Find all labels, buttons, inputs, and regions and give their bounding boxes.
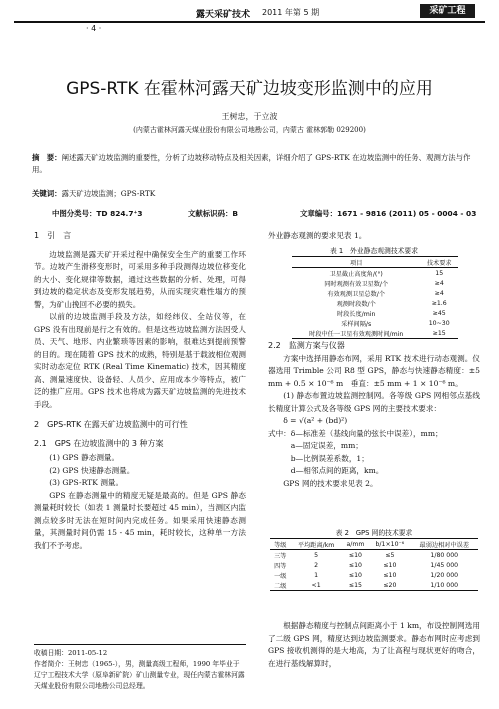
table-cell: 时段中任一卫星有效观测时间/min [292, 328, 420, 339]
table-row [292, 318, 458, 328]
table-row [292, 278, 458, 288]
table-cell: ≤20 [369, 580, 410, 591]
table-cell: 1/20 000 [430, 571, 459, 579]
right-column-body [268, 340, 480, 490]
column-header: 等级 [270, 539, 291, 550]
issue-label: 2011 年第 5 期 [262, 8, 320, 17]
affiliation: (内蒙古霍林河露天煤业股份有限公司地勘公司，内蒙古 霍林郭勒 029200) [133, 126, 366, 134]
column-header: 最弱边相对中误差 [411, 539, 478, 550]
article-title: GPS-RTK 在霍林河露天矿边坡变形监测中的应用 [66, 79, 433, 99]
table-cell: ≤5 [385, 551, 395, 559]
table-cell: ≥4 [434, 289, 444, 297]
definition: a—固定误差，mm； [290, 441, 363, 450]
table-cell: 5 [314, 551, 319, 559]
intro-line: 外业静态观测的要求见表 1。 [268, 231, 367, 240]
keywords-text: 露天矿边坡监测；GPS-RTK [61, 189, 156, 198]
table-cell: 1/45 000 [430, 561, 459, 569]
paragraph: 方案中选择用静态布网，采用 RTK 技术进行动态观测。仪器选用 Trimble 公司 R8 型 GPS，静态与快速静态精度：±5 mm + 0.5 × 10⁻⁶ m 垂直：±5 mm + 1 × 10⁻⁶ m。 [268, 353, 480, 388]
definition: d—相邻点间的距离，km。 [290, 466, 384, 475]
table-cell: 1/80 000 [430, 551, 459, 559]
table-cell: 观测时段数/个 [336, 300, 376, 308]
list-item: (3) GPS-RTK 测量。 [49, 478, 124, 487]
header-rule [14, 21, 485, 23]
table-cell: 采样间隔/s [341, 320, 372, 328]
table-cell: 10~30 [428, 319, 450, 327]
table-cell: 1 [314, 571, 319, 579]
table-cell: 三等 [274, 552, 287, 560]
formula: δ = √(a² + (bd)²) [283, 416, 348, 425]
table-cell: 一级 [274, 572, 287, 580]
keywords [32, 188, 482, 200]
list-item: (2) GPS 快速静态测量。 [49, 465, 135, 475]
received-date: 收稿日期：2011-05-12 [34, 649, 108, 657]
keywords-label: 关键词： [32, 189, 62, 198]
table-row [292, 308, 458, 318]
list-item: (1) GPS 静态测量。 [49, 453, 120, 462]
paragraph: 以前的边坡监测手段及方法，如经纬仪、全站仪等，在 GPS 没有出现前是行之有效的。但是这些边坡监测方法因受人员、天气、地形、内业繁琐等因素的影响，很难达到提前预警的目的。现在随着 GPS 技术的成熟，特别是基于载波相位观测实时动态定位 RTK (Real Time Kinematic) 技术，因其精度高、测量速度快、设备轻、人员少、应用成本少等特点，被广泛的推广应用。GPS 技术也将成为露天矿边坡监测的先进技术手段。 [34, 312, 246, 409]
column-header: b/1×10⁻⁶ [369, 539, 410, 550]
table-cell: ≤10 [383, 561, 397, 569]
column-badge: 采矿工程 [420, 4, 475, 18]
table-caption: 表 1 外业静态观测技术要求 [329, 247, 419, 255]
table-row [270, 580, 478, 591]
table-row [292, 268, 458, 279]
table-row [270, 560, 478, 570]
article-number: 文章编号：1671 - 9816 (2011) 05 - 0004 - 03 [300, 209, 477, 218]
section-heading: 2 GPS-RTK 在露天矿边坡监测中的可行性 [34, 420, 188, 429]
table-cell: ≤10 [348, 561, 362, 569]
section-heading: 1 引 言 [34, 231, 72, 240]
table-cell: ≥45 [432, 309, 446, 317]
table-row [292, 328, 458, 339]
table-cell: 有效观测卫星总数/个 [327, 290, 386, 298]
table-cell: ≤10 [348, 571, 362, 579]
column-header: a/mm [342, 539, 370, 550]
paragraph: 边坡监测是露天矿开采过程中确保安全生产的重要工作环节。边坡产生滑移变形时，可采用多种手段测得边坡位移变化的大小、变化规律等数据，通过这些数据的分析、处理，可得到边坡的稳定状态及变形发展趋势，从而实现灾难性塌方的预警，为矿山挽回不必要的损失。 [34, 249, 246, 309]
table-cell: 2 [314, 561, 319, 569]
table-cell: ≤10 [383, 571, 397, 579]
table-header-row [270, 539, 478, 550]
abstract-text: 阐述露天矿边坡监测的重要性，分析了边坡移动特点及相关因素，详细介绍了 GPS-RTK 在边坡监测中的任务、观测方法与作用。 [32, 153, 471, 174]
table-cell: ≥4 [434, 279, 444, 287]
table-cell: ≥1.6 [431, 299, 447, 307]
running-header [0, 0, 499, 40]
clc-number: 中图分类号：TD 824.7⁺3 [52, 209, 143, 218]
paragraph: GPS 网的技术要求见表 2。 [283, 478, 378, 488]
column-header: 平均距离/km [291, 539, 342, 550]
table-cell: ≤15 [342, 580, 370, 591]
paragraph: 式中：δ—标准差（基线向量的弦长中误差），mm； [268, 428, 443, 438]
subsection-heading: 2.1 GPS 在边坡监测中的 3 种方案 [34, 438, 164, 448]
table-1 [292, 256, 458, 339]
abstract-label: 摘 要： [32, 153, 62, 162]
column-header: 技术要求 [420, 257, 458, 268]
table-row [270, 550, 478, 561]
journal-name: 露天采矿技术 [196, 10, 251, 20]
footnote [34, 644, 246, 692]
table-cell: 时段长度/min [336, 310, 376, 318]
table-caption: 表 2 GPS 网的技术要求 [335, 529, 413, 537]
table-cell: ≤10 [348, 551, 362, 559]
table-row [270, 570, 478, 580]
table-cell: <1 [291, 580, 342, 591]
authors: 王树忠，于立波 [221, 112, 278, 121]
paragraph: GPS 在静态测量中的精度无疑是最高的。但是 GPS 静态测量耗时较长（如表 1 测量时长要超过 45 min），当测区内监测点较多时无法在短时间内完成任务。如果采用快速静态测量，其测量时间仍需 15 - 45 min，耗时较长，这种单一方法我们不予考虑。 [34, 490, 246, 550]
table-row [292, 298, 458, 308]
paragraph: 根据静态精度与控制点间距离小于 1 km，布设控制网选用了二级 GPS 网，精度达到边坡监测要求。静态布网时应考虑到 GPS 接收机测得的是大地高，为了让高程与现状更好的吻合，在进行基线解算时， [268, 621, 480, 668]
column-header: 项目 [292, 257, 420, 268]
definition: b—比例误差系数，1； [290, 453, 369, 463]
left-column [34, 230, 246, 552]
page-number: · 4 · [86, 24, 102, 33]
table-cell: ≥15 [420, 328, 458, 339]
author-bio: 作者简介：王树忠（1965-），男，测量高级工程师，1990 年毕业于辽宁工程技术大学（原阜新矿院）矿山测量专业，现任内蒙古霍林河露天煤业股份有限公司地勘公司总经理。 [34, 660, 245, 690]
table-cell: 同时观测有效卫星数/个 [324, 280, 389, 288]
table-cell: 卫星截止高度角/(°) [329, 270, 383, 278]
closing-paragraph [268, 620, 480, 670]
table-header-row [292, 257, 458, 268]
subsection-heading: 2.2 监测方案与仪器 [268, 341, 345, 350]
abstract [32, 152, 482, 176]
paragraph: (1) 静态布置边坡监测控制网。各等级 GPS 网相邻点基线长精度计算公式及各等级 GPS 网的主要技术要求： [268, 391, 480, 413]
table-cell: 1/10 000 [411, 580, 478, 591]
document-code: 文献标识码：B [188, 209, 238, 218]
table-2 [270, 538, 478, 591]
table-cell: 二级 [270, 580, 291, 591]
table-cell: 15 [435, 269, 444, 277]
table-cell: 四等 [274, 562, 287, 570]
table-row [292, 288, 458, 298]
